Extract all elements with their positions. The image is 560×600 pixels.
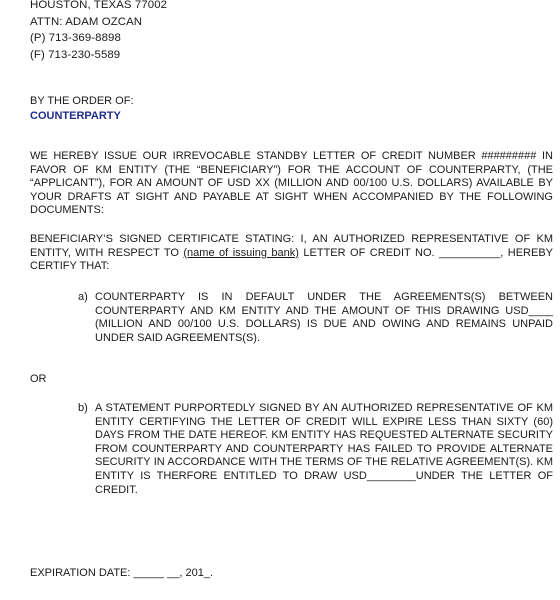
address-block [30,0,167,63]
condition-a-text: COUNTERPARTY IS IN DEFAULT UNDER THE AGREEMENTS(S) BETWEEN COUNTERPARTY AND KM ENTITY AND THE AMOUNT OF THIS DRAWING USD____ (MILLION AND 00/100 U.S. DOLLARS) IS DUE AND OWING AND REMAINS UNPAID UNDER SAID AGREEMENTS(S). [95,291,553,344]
certificate-paragraph [30,233,553,274]
order-block [30,94,134,123]
expiration-date: EXPIRATION DATE: _____ __, 201_. [30,567,214,579]
address-city-line: HOUSTON, TEXAS 77002 [30,0,168,11]
condition-b-text: A STATEMENT PURPORTEDLY SIGNED BY AN AUTHORIZED REPRESENTATIVE OF KM ENTITY CERTIFYING THE LETTER OF CREDIT WILL EXPIRE LESS THAN SIXTY (60) DAYS FROM THE DATE HEREOF. KM ENTITY HAS REQUESTED ALTERNATE SECURITY FROM COUNTERPARTY AND COUNTERPARTY HAS FAILED TO PROVIDE ALTERNATE SECURITY IN ACCORDANCE WITH THE TERMS OF THE RELATIVE AGREEMENT(S). KM ENTITY IS THERFORE ENTITLED TO DRAW USD________UNDER THE LETTER OF CREDIT. [95,402,553,496]
condition-b-label: b) [78,402,88,414]
or-separator: OR [30,373,47,385]
order-party: COUNTERPARTY [30,109,121,122]
condition-a-label: a) [78,291,88,303]
phone-number: (P) 713-369-8898 [30,32,121,45]
certificate-text-before: BENEFICIARY’S SIGNED CERTIFICATE STATING: I, AN AUTHORIZED REPRESENTATIVE OF KM ENTITY, WITH RESPECT TO [30,233,553,259]
issuing-bank-placeholder: (name of issuing bank) [183,246,299,259]
certificate-text-after: LETTER OF CREDIT NO. __________, HEREBY CERTIFY THAT: [30,246,554,273]
order-label: BY THE ORDER OF: [30,95,134,107]
issuance-paragraph: WE HEREBY ISSUE OUR IRREVOCABLE STANDBY LETTER OF CREDIT NUMBER ######### IN FAVOR OF KM ENTITY (THE “BENEFICIARY”) FOR THE ACCOUNT OF COUNTERPARTY, (THE “APPLICANT”), FOR AN AMOUNT OF USD XX (MILLION AND 00/100 U.S. DOLLARS) AVAILABLE BY YOUR DRAFTS AT SIGHT AND PAYABLE AT SIGHT WHEN ACCOMPANIED BY THE FOLLOWING DOCUMENTS: [30,150,553,217]
fax-number: (F) 713-230-5589 [30,48,121,61]
attention-line: ATTN: ADAM OZCAN [30,15,143,28]
